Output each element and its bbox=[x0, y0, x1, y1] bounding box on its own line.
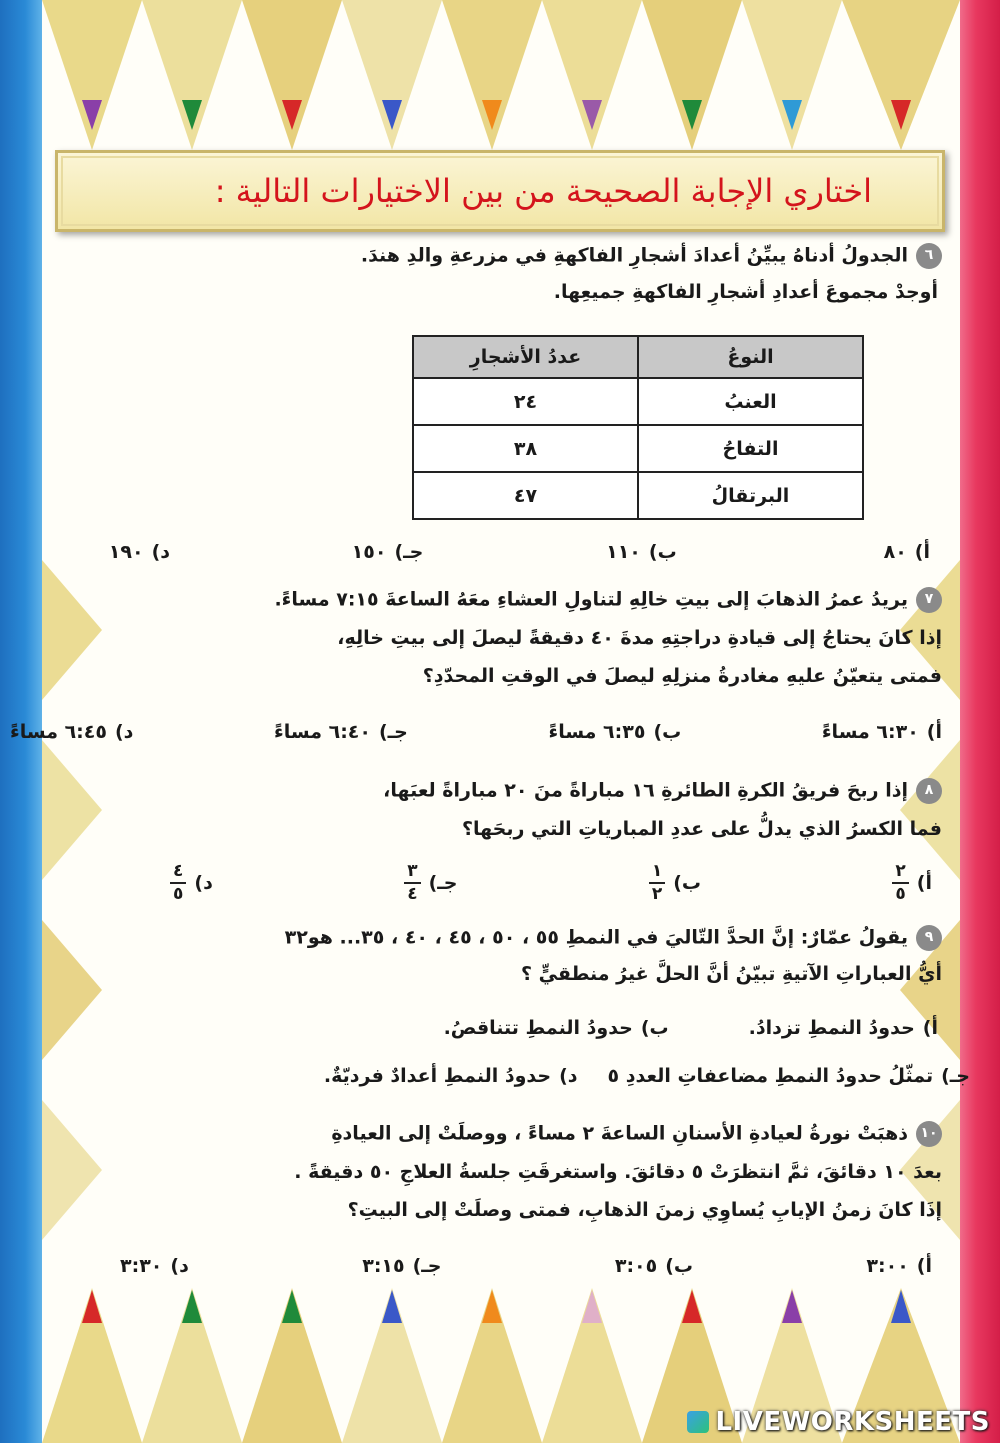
question-number-10: ١٠ bbox=[916, 1121, 942, 1147]
numerator: ١ bbox=[649, 863, 665, 884]
table-header-type: النوعُ bbox=[638, 336, 863, 378]
option-c[interactable] bbox=[404, 863, 457, 903]
option-letter: أ) bbox=[916, 872, 932, 894]
question-9-options-row-2 bbox=[60, 1065, 970, 1087]
option-text: ٦:٣٥ مساءً bbox=[548, 721, 646, 743]
instruction-banner bbox=[55, 150, 945, 232]
numerator: ٣ bbox=[404, 863, 420, 884]
question-number-6: ٦ bbox=[916, 243, 942, 269]
option-c[interactable] bbox=[273, 541, 423, 563]
denominator: ٢ bbox=[651, 884, 663, 904]
table-cell-count: ٢٤ bbox=[413, 378, 638, 425]
option-d[interactable] bbox=[324, 1065, 578, 1087]
option-d[interactable] bbox=[120, 1255, 189, 1277]
question-6-line-2: أوجدْ مجموعَ أعدادِ أشجارِ الفاكهةِ جميعِها. bbox=[553, 281, 938, 303]
option-letter: جـ) bbox=[428, 872, 458, 894]
fraction bbox=[892, 863, 908, 903]
option-text: ٣:٠٠ bbox=[866, 1255, 909, 1277]
table-cell-type: العنبُ bbox=[638, 378, 863, 425]
option-letter: جـ) bbox=[941, 1065, 970, 1087]
question-8-line-2: فما الكسرُ الذي يدلُّ على عددِ المبارياتِ التي ربحَها؟ bbox=[461, 818, 942, 840]
option-a[interactable] bbox=[780, 541, 930, 563]
question-10-line-3: إذَا كانَ زمنُ الإيابِ يُساوِي زمنَ الذهابِ، فمتى وصلَتْ إلى البيتِ؟ bbox=[347, 1198, 942, 1221]
fraction bbox=[170, 863, 186, 903]
option-letter: ب) bbox=[665, 1255, 694, 1277]
question-10-line-2: بعدَ ١٠ دقائقَ، ثمَّ انتظرَتْ ٥ دقائقَ. واستغرقَتِ جلسةُ العلاجِ ٥٠ دقيقةً . bbox=[294, 1161, 942, 1183]
option-b[interactable] bbox=[527, 541, 677, 563]
option-text: حدودُ النمطِ أعدادٌ فرديّةٌ. bbox=[323, 1065, 552, 1087]
worksheet-content bbox=[10, 235, 970, 1293]
question-8-options bbox=[60, 863, 942, 903]
option-letter: أ) bbox=[916, 1255, 932, 1277]
option-letter: ب) bbox=[673, 872, 702, 894]
option-b[interactable] bbox=[649, 863, 701, 903]
option-b[interactable] bbox=[615, 1255, 693, 1277]
table-row bbox=[413, 378, 863, 425]
option-text: ١٥٠ bbox=[351, 541, 387, 563]
question-7-line-1: يريدُ عمرُ الذهابَ إلى بيتِ خالِهِ لتناولِ العشاءِ معَهُ الساعةَ ٧:١٥ مساءً. bbox=[274, 588, 908, 611]
option-a[interactable] bbox=[866, 1255, 932, 1277]
option-letter: ب) bbox=[640, 1017, 669, 1039]
option-letter: د) bbox=[559, 1065, 578, 1087]
option-d[interactable] bbox=[170, 863, 213, 903]
liveworksheets-logo-icon bbox=[687, 1411, 709, 1433]
option-d[interactable] bbox=[10, 721, 133, 743]
option-letter: ب) bbox=[653, 721, 682, 743]
option-text: ٣:٣٠ bbox=[120, 1255, 163, 1277]
table-cell-type: التفاحُ bbox=[638, 425, 863, 472]
option-letter: أ) bbox=[926, 721, 942, 743]
option-letter: د) bbox=[114, 721, 134, 743]
option-b[interactable] bbox=[444, 1017, 669, 1039]
question-7-line-2: إذا كانَ يحتاجُ إلى قيادةِ دراجتِهِ مدةَ ٤٠ دقيقةً ليصلَ إلى بيتِ خالِهِ، bbox=[337, 627, 942, 649]
option-letter: د) bbox=[151, 541, 171, 563]
question-8-line-1: إذا ربحَ فريقُ الكرةِ الطائرةِ ١٦ مباراةً منَ ٢٠ مباراةً لعبَها، bbox=[383, 779, 908, 802]
instruction-title: اختاري الإجابة الصحيحة من بين الاختيارات التالية : bbox=[214, 172, 872, 210]
question-number-8: ٨ bbox=[916, 778, 942, 804]
option-text: ٦:٣٠ مساءً bbox=[821, 721, 919, 743]
question-number-9: ٩ bbox=[916, 925, 942, 951]
option-text: ٣:١٥ bbox=[362, 1255, 405, 1277]
question-9-line-1: يقولُ عمّارٌ: إنَّ الحدَّ التّاليَ في النمطِ ٥٥ ، ٥٠ ، ٤٥ ، ٤٠ ، ٣٥... هو٣٢ bbox=[284, 926, 908, 949]
fruit-trees-table bbox=[412, 335, 864, 520]
option-text: ١١٠ bbox=[606, 541, 641, 563]
option-text: ٨٠ bbox=[883, 541, 907, 563]
question-9-line-2: أيُّ العباراتِ الآتيةِ تبيّنُ أنَّ الحلَّ غيرُ منطقيٍّ ؟ bbox=[521, 963, 942, 985]
option-text: حدودُ النمطِ تتناقصُ. bbox=[443, 1017, 633, 1039]
option-letter: د) bbox=[170, 1255, 189, 1277]
option-letter: جـ) bbox=[412, 1255, 442, 1277]
table-cell-count: ٤٧ bbox=[413, 472, 638, 519]
question-9 bbox=[60, 925, 942, 987]
option-text: ٦:٤٠ مساءً bbox=[274, 721, 371, 743]
liveworksheets-watermark bbox=[687, 1407, 990, 1437]
option-a[interactable] bbox=[892, 863, 932, 903]
top-pencil-border bbox=[42, 0, 960, 150]
question-7-line-3: فمتى يتعيّنُ عليهِ مغادرةُ منزلِهِ ليصلَ في الوقتِ المحدّدِ؟ bbox=[422, 664, 942, 687]
denominator: ٥ bbox=[173, 884, 184, 904]
option-a[interactable] bbox=[822, 721, 942, 743]
question-10-options bbox=[60, 1255, 942, 1277]
option-letter: جـ) bbox=[378, 721, 408, 743]
table-cell-count: ٣٨ bbox=[413, 425, 638, 472]
option-letter: ب) bbox=[648, 541, 677, 563]
option-text: تمثّلُ حدودُ النمطِ مضاعفاتِ العددِ ٥ bbox=[607, 1065, 934, 1087]
numerator: ٤ bbox=[170, 863, 186, 884]
option-c[interactable] bbox=[362, 1255, 441, 1277]
option-b[interactable] bbox=[548, 721, 681, 743]
option-letter: جـ) bbox=[394, 541, 424, 563]
question-10 bbox=[60, 1121, 942, 1223]
option-text: حدودُ النمطِ تزدادُ. bbox=[748, 1017, 915, 1039]
option-text: ٣:٠٥ bbox=[614, 1255, 658, 1277]
option-letter: د) bbox=[194, 872, 213, 894]
table-row bbox=[413, 425, 863, 472]
fraction bbox=[649, 863, 665, 903]
right-red-border bbox=[960, 0, 1000, 1443]
table-header-count: عددُ الأشجارِ bbox=[413, 336, 638, 378]
option-letter: أ) bbox=[914, 541, 930, 563]
option-letter: أ) bbox=[922, 1017, 938, 1039]
question-6 bbox=[60, 243, 942, 507]
watermark-text: LIVEWORKSHEETS bbox=[715, 1407, 990, 1437]
denominator: ٤ bbox=[407, 884, 418, 904]
option-c[interactable] bbox=[608, 1065, 970, 1087]
option-d[interactable] bbox=[60, 541, 170, 563]
question-7-options bbox=[10, 721, 942, 743]
question-number-7: ٧ bbox=[916, 587, 942, 613]
table-cell-type: البرتقالُ bbox=[638, 472, 863, 519]
table-row bbox=[413, 472, 863, 519]
question-10-line-1: ذهبَتْ نورةُ لعيادةِ الأسنانِ الساعةَ ٢ مساءً ، ووصلَتْ إلى العيادةِ bbox=[331, 1122, 908, 1145]
option-text: ٦:٤٥ مساءً bbox=[10, 721, 107, 743]
fraction bbox=[404, 863, 420, 903]
question-7 bbox=[60, 587, 942, 689]
numerator: ٢ bbox=[892, 863, 908, 884]
option-text: ١٩٠ bbox=[108, 541, 144, 563]
question-6-options bbox=[60, 541, 942, 563]
question-8 bbox=[60, 778, 942, 842]
question-9-options-row-1 bbox=[60, 1017, 942, 1039]
option-c[interactable] bbox=[274, 721, 408, 743]
question-6-line-1: الجدولُ أدناهُ يبيِّنُ أعدادَ أشجارِ الفاكهةِ في مزرعةِ والدِ هندَ. bbox=[360, 244, 908, 267]
denominator: ٥ bbox=[895, 884, 906, 904]
option-a[interactable] bbox=[749, 1017, 938, 1039]
